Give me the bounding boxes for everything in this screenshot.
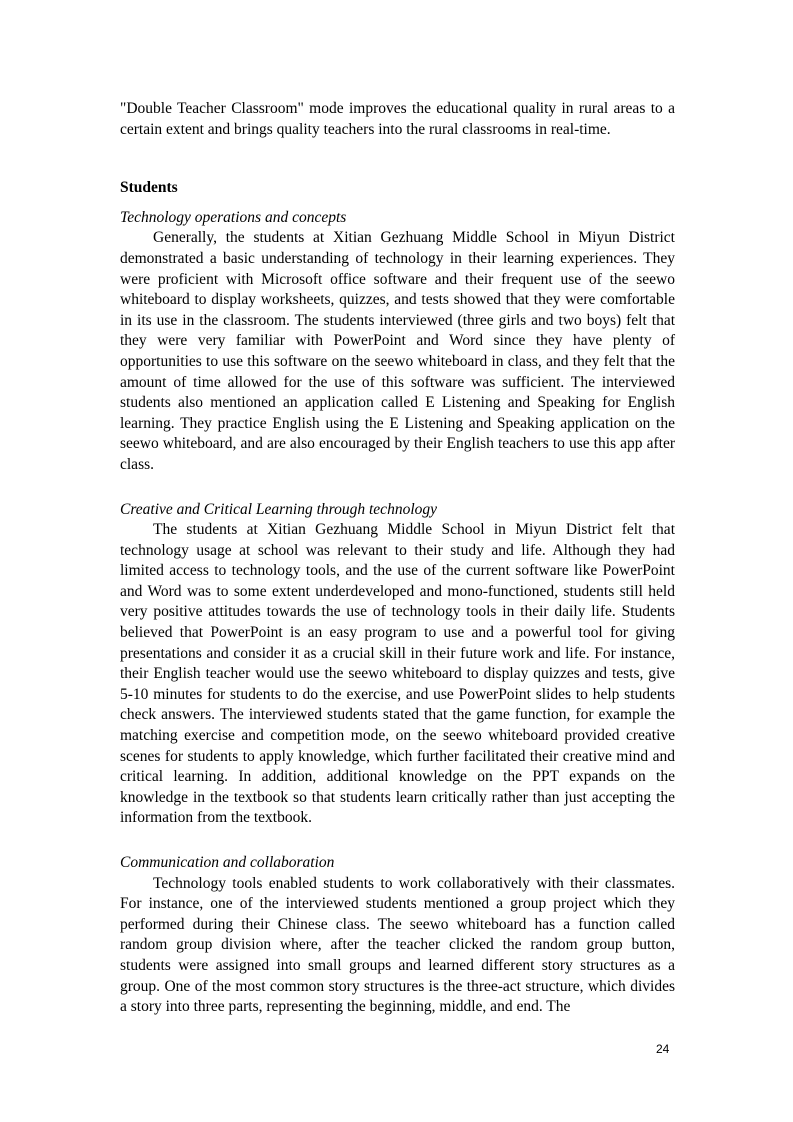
page-content: [120, 99, 675, 1018]
section-heading-students: Students: [120, 179, 178, 197]
continued-paragraph: "Double Teacher Classroom" mode improves the educational quality in rural areas to a certain extent and brings quality teachers into the rural classrooms in real-time.: [120, 100, 675, 138]
subsection-paragraph-creative-critical-learning: The students at Xitian Gezhuang Middle School in Miyun District felt that technology usage at school was relevant to their study and life. Although they had limited access to technology tools, and the use of the current software like PowerPoint and Word was to some extent underdeveloped and mono-functioned, students still held very positive attitudes towards the use of technology tools in their daily life. Students believed that PowerPoint is an easy program to use and a powerful tool for giving presentations and consider it as a crucial skill in their future work and life. For instance, their English teacher would use the seewo whiteboard to display quizzes and tests, give 5-10 minutes for students to do the exercise, and use PowerPoint slides to help students check answers. The interviewed students stated that the game function, for example the matching exercise and competition mode, on the seewo whiteboard provided creative scenes for students to apply knowledge, which further facilitated their creative mind and critical learning. In addition, additional knowledge on the PPT expands on the knowledge in the textbook so that students learn critically rather than just accepting the information from the textbook.: [120, 521, 675, 827]
subsection-paragraph-communication-collaboration: Technology tools enabled students to work collaboratively with their classmates. For instance, one of the interviewed students mentioned a group project which they performed during their Chinese class. The seewo whiteboard has a function called random group division where, after the teacher clicked the random group button, students were assigned into small groups and learned different story structures as a group. One of the most common story structures is the three-act structure, which divides a story into three parts, representing the beginning, middle, and end. The: [120, 874, 675, 1016]
subsection-heading-technology-operations: Technology operations and concepts: [120, 208, 347, 226]
page-number: 24: [656, 1042, 670, 1056]
subsection-communication-collaboration: [120, 853, 675, 1018]
subsection-paragraph-technology-operations: Generally, the students at Xitian Gezhuang Middle School in Miyun District demonstrated a basic understanding of technology in their learning experiences. They were proficient with Microsoft office software and their frequent use of the seewo whiteboard to display worksheets, quizzes, and tests showed that they were comfortable in its use in the classroom. The students interviewed (three girls and two boys) felt that they were very familiar with PowerPoint and Word since they have plenty of opportunities to use this software on the seewo whiteboard in class, and they felt that the amount of time allowed for the use of this software was sufficient. The interviewed students also mentioned an application called E Listening and Speaking for English learning. They practice English using the E Listening and Speaking application on the seewo whiteboard, and are also encouraged by their English teachers to use this app after class.: [120, 229, 675, 473]
subsection-heading-communication-collaboration: Communication and collaboration: [120, 854, 335, 871]
subsection-heading-creative-critical-learning: Creative and Critical Learning through technology: [120, 500, 438, 518]
subsection-technology-operations: [120, 208, 675, 476]
subsection-creative-critical-learning: [120, 500, 675, 830]
